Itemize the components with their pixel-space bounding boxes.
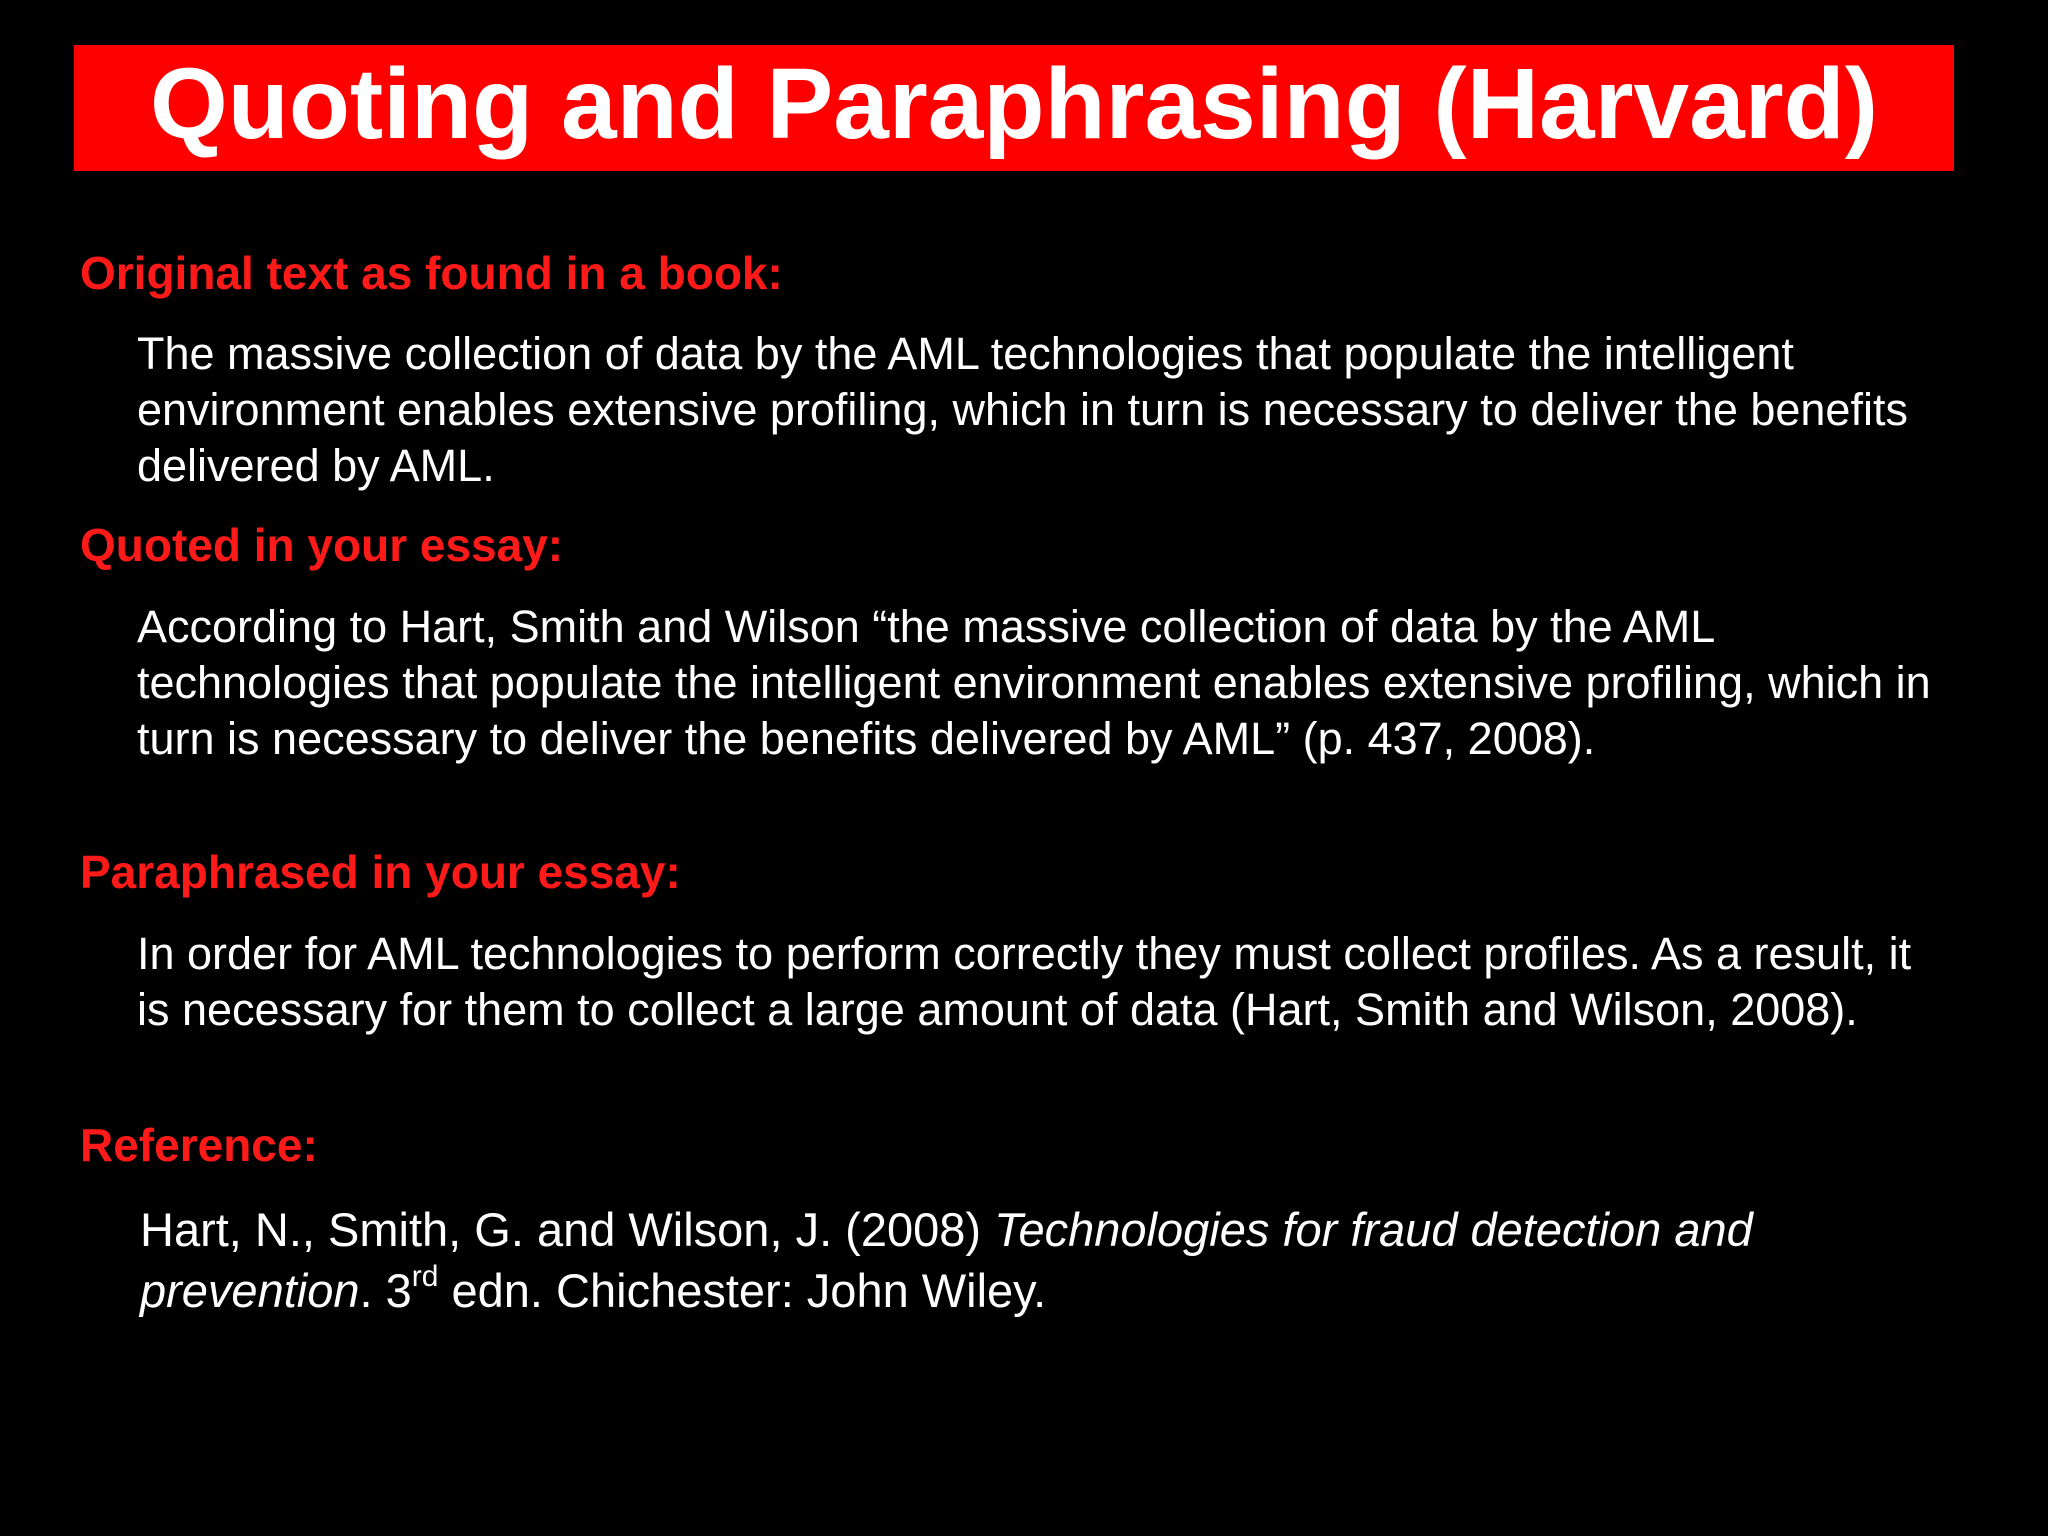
reference-edition-number: . 3 [359, 1264, 412, 1317]
reference-citation [140, 1199, 1940, 1321]
paraphrased-text-body: In order for AML technologies to perform correctly they must collect profiles. As a result, it is necessary for them to collect a large amount of data (Hart, Smith and Wilson, 2008). [137, 928, 1912, 1035]
original-text-body: The massive collection of data by the AML technologies that populate the intelligent environment enables extensive profiling, which in turn is necessary to deliver the benefits delivered by AML. [137, 328, 1908, 491]
reference-authors: Hart, N., Smith, G. and Wilson, J. (2008) [140, 1203, 995, 1256]
heading-quoted: Quoted in your essay: [80, 519, 564, 571]
heading-paraphrased: Paraphrased in your essay: [80, 846, 681, 898]
reference-edition-suffix: rd [411, 1260, 439, 1294]
slide-title: Quoting and Paraphrasing (Harvard) [149, 48, 1879, 160]
quoted-text-body: According to Hart, Smith and Wilson “the massive collection of data by the AML technologies that populate the intelligent environment enables extensive profiling, which in turn is necessary to deliver the benefits delivered by AML” (p. 437, 2008). [137, 601, 1931, 764]
heading-reference: Reference: [80, 1119, 318, 1171]
title-bar [74, 45, 1954, 171]
heading-original-text: Original text as found in a book: [80, 247, 783, 299]
reference-book-title: Technologies for fraud detection and prevention [140, 1203, 1753, 1317]
reference-publisher: edn. Chichester: John Wiley. [438, 1264, 1047, 1317]
